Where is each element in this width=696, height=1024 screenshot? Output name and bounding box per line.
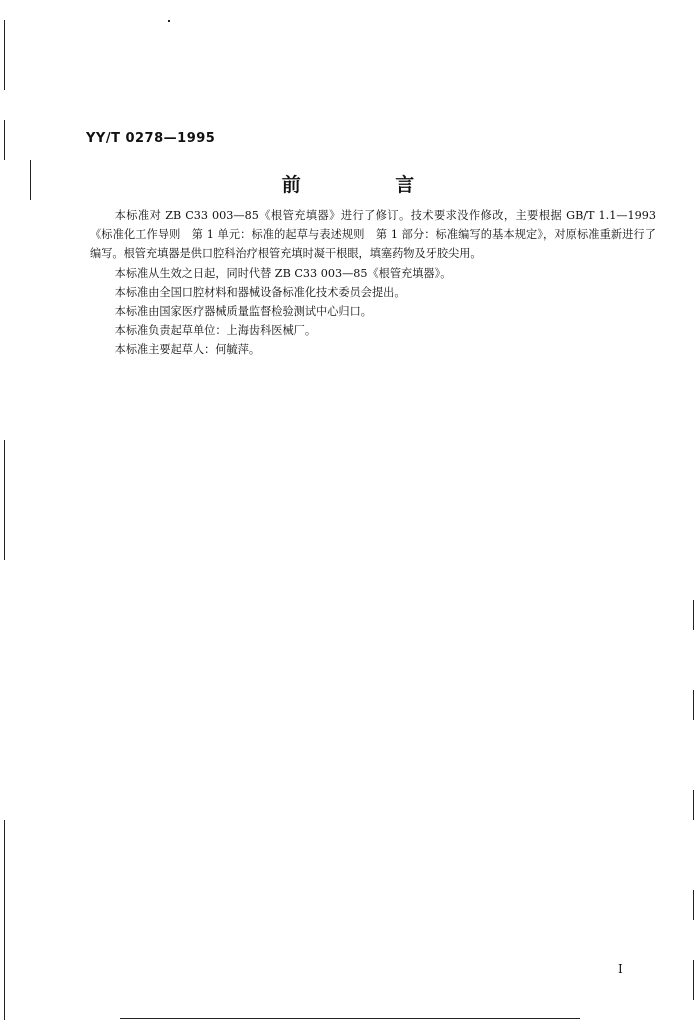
paragraph: 本标准对 ZB C33 003—85《根管充填器》进行了修订。技术要求没作修改，主要根据 GB/T 1.1—1993《标准化工作导则 第 1 单元：标准的起草与表述规则 第 1 部分：标准编写的基本规定》，对原标准重新进行了编写。根管充填器是供口腔科治疗根管充填时凝干根眼，填塞药物及牙胶尖用。 — [90, 209, 656, 261]
paragraph: 本标准从生效之日起，同时代替 ZB C33 003—85《根管充填器》。 — [114, 266, 452, 280]
scan-edge-mark — [693, 600, 694, 630]
page-number: I — [618, 962, 623, 976]
paragraph: 本标准负责起草单位：上海齿科医械厂。 — [114, 324, 317, 338]
scan-dot — [168, 20, 170, 22]
standard-code: YY/T 0278—1995 — [86, 131, 216, 146]
scan-edge-mark — [693, 960, 694, 1000]
foreword-body — [90, 206, 656, 360]
scan-edge-mark — [4, 820, 5, 1020]
scan-edge-mark — [120, 1018, 580, 1019]
paragraph: 本标准由全国口腔材料和器械设备标准化技术委员会提出。 — [114, 285, 406, 299]
scan-edge-mark — [693, 790, 694, 820]
paragraph: 本标准主要起草人：何毓萍。 — [114, 343, 261, 357]
scan-edge-mark — [693, 690, 694, 720]
section-heading: 前 言 — [281, 174, 459, 196]
scan-edge-mark — [4, 120, 5, 160]
scan-edge-mark — [4, 440, 5, 560]
scan-edge-mark — [693, 890, 694, 920]
paragraph: 本标准由国家医疗器械质量监督检验测试中心归口。 — [114, 305, 372, 319]
scan-edge-mark — [4, 20, 5, 90]
